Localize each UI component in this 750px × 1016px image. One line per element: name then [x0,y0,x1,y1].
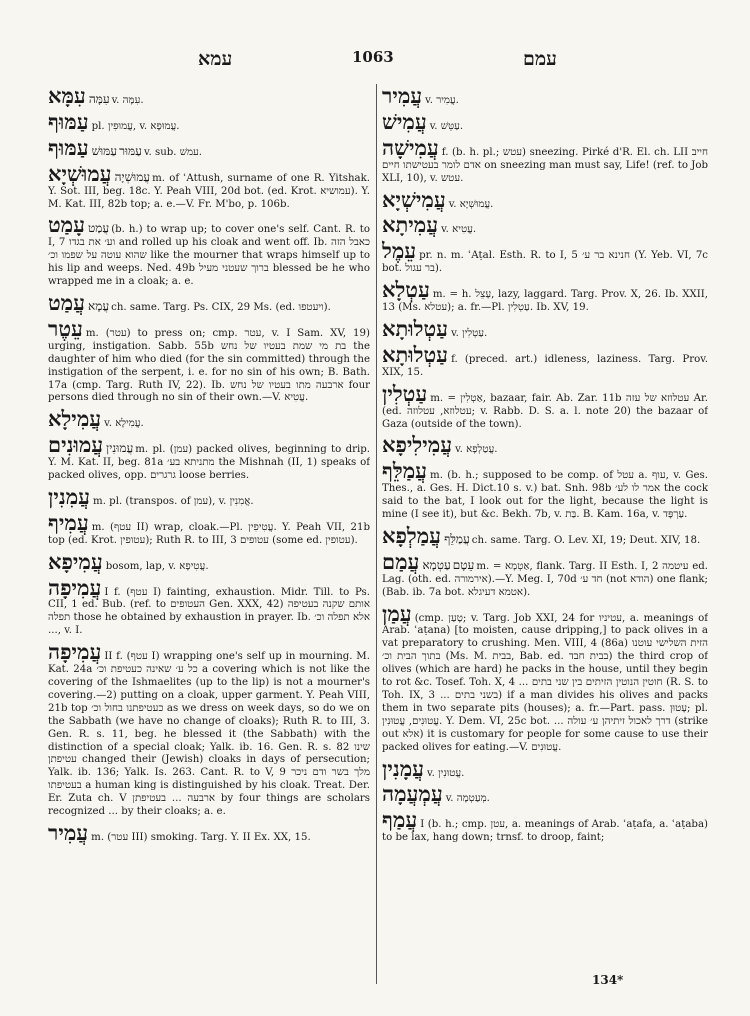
entry-definition: I (b. h.; cmp. עטן, a. meanings of Arab. ʿaṭafa, a. ʿaṭaba) to be lax, hang down; trnsf. to droop, faint; [382,819,708,844]
headword: עֲמַט [48,289,86,315]
headword-variant: עִמָּה [88,92,110,106]
dictionary-entry [382,808,708,845]
dictionary-entry [382,782,708,806]
headword: עֲמִישָׁה [382,134,439,160]
headword: עֲמִנִין [48,483,91,509]
headword: עֲמָנִין [382,755,425,781]
entry-definition: v. עַטֵּשׁ. [429,120,464,132]
headword: עַטְלָא [382,277,430,303]
headword: עֵטֶר [48,315,83,341]
headword: עֲמִיר [382,84,423,108]
entry-definition: I f. (עטף I) fainting, exhaustion. Midr. Till. to Ps. CII, 1 ed. Bub. (ref. to העטופים Gen. XXX, 42) אותם שקנה בעטיפה תפלה those he obtained by exhaustion in prayer. Ib. אלא תפלה וכ׳ ..., v. I. [48,586,370,637]
dictionary-entry [48,213,370,289]
headword: עֲמְעֲמָה [382,781,443,807]
headword: עִמָּא [48,84,86,108]
entry-definition: v. עִמָּה. [111,95,144,106]
entry-definition: v. עֲמוּשְׁיָא. [448,198,494,210]
entry-definition: ch. same. Targ. Ps. CIX, 29 Ms. (ed. ויעטפו). [111,301,331,313]
headword: עַטְלוּתָא [382,341,449,367]
dictionary-entry [48,576,370,639]
dictionary-entry [48,821,370,845]
headword: עֲמִישׁ [382,108,427,134]
dictionary-entry [48,550,370,574]
dictionary-entry [382,459,708,522]
headword-variant: עֲמַט [88,221,110,236]
entry-definition: m. (עטר) to press on; cmp. עטר, v. I Sam. XV, 19) urging, instigation. Sabb. 55b בת מי שמת בעטיו של נחש the daughter of him who died (for the sin committed) through the instigation of the serpent, i. e. for no sin of his own; B. Bath. 17a (cmp. Targ. Ruth IV, 22). Ib. ארבעה מתו בעטיו של נחש four persons died through no sin of their own.—V. עֲטִיא. [48,327,370,404]
column-divider [376,84,377,984]
entry-definition: pr. n. m. ʿAṭal. Esth. R. to I, 5 חנינא בר ע׳ (Y. Yeb. VI, 7c bot. בר עגול). [382,250,708,275]
headword-variant: עֵטָם [452,557,475,572]
entry-definition: f. (b. h. pl.; עטש) sneezing. Pirké d'R. El. ch. LII חייב אדם לומר בעטישתו חיים on sneezing man must say, Life! (ref. to Job XLI, 10), v. עטש. [382,146,708,184]
entry-definition: f. (preced. art.) idleness, laziness. Targ. Prov. XIX, 15. [382,353,708,378]
dictionary-entry [48,84,370,108]
headword: עֵמֶל [382,238,417,264]
headword-variant: עֲמָא [88,298,110,313]
entry-definition: v. עֲטִיא. [441,224,477,236]
dictionary-entry [382,110,708,134]
entry-definition: v. מְעַטְמָה. [445,793,490,805]
headword: עֲמִיף [48,509,89,535]
header-right-guideword: עמם [523,48,557,70]
entry-definition: m. (b. h.; supposed to be comp. of עטל a. עוף, v. Ges. Thes., a. Ges. H. Dict.10 s. v.) bat. Snh. 98b אמר לו לע׳ the cock said to the bat, I look out for the light, because the light is mine (I see it), but &c. Bekh. 7b, v. בַּת. B. Kam. 16a, v. עַרְפָּד. [382,470,708,521]
entry-definition: II f. (עטף I) wrapping one's self up in mourning. M. Kat. 24a כל ע׳ שאינה כעטיפת וכ׳ a covering which is not like the covering of the Ishmaelites (up to the lip) is not a mourner's covering.—2) putting on a cloak, upper garment. Y. Peah VIII, 21b top כעטיפתנו בחול וכ׳ as we dress on week days, so do we on the Sabbath (we have no change of cloaks); Ruth R. to III, 3. Gen. R. s. 11, beg. he blessed it (the Sabbath) with the distinction of a special cloak; Yalk. ib. 16. Gen. R. s. 82 שינו עטיפתן changed their (Jewish) cloaks in days of persecution; Yalk. ib. 136; Yalk. Is. 263. Cant. R. to V, 9 מלך בשר ודם ניכר בעטיפתו a human king is distinguished by his cloak. Treat. Der. Er. Zuta ch. V ארבעה ... בעטיפתן by four things are scholars recognized ... by their cloaks; a. e. [48,651,370,818]
headword-variant: עֲמוּנִין [106,441,134,456]
headword: עֲמִיפָה [48,574,102,600]
headword-variant: עֲמוּשְׁיָה [114,169,151,184]
headword: עָמַט [48,212,86,238]
headword: עֲמַם [382,548,420,574]
dictionary-entry [48,511,370,548]
dictionary-entry [382,213,708,237]
dictionary-entry [48,162,370,212]
headword-variant: עַטְמָא [422,557,451,572]
headword: עֲמַלְפָא [382,522,442,548]
page-number: 1063 [352,48,394,66]
headword-variant: עֲמַלֵּף [444,531,470,546]
entry-definition: v. עֲטַלְפָא. [455,444,498,456]
headword: עֲמִיתָא [382,212,439,238]
dictionary-entry [382,239,708,276]
entry-definition: m. pl. (transpos. of עמן), v. אֲמִנִין. [93,495,254,507]
headword-variant: עַמּוּר [119,143,142,158]
dictionary-entry [48,407,370,431]
dictionary-entry [382,317,708,341]
headword: עֲמִישְׁיָא [382,186,446,212]
headword: עַמּוּף [48,108,89,134]
entry-definition: (cmp. טָעַן; v. Targ. Job XXI, 24 for עטיניו, a. meanings of Arab. ʿaṭana) [to moisten, cause dripping,] to pack olives in a vat preparatory to crushing. Men. VIII, 4 (86a) הזית השלישי עוטנו בתוך הבית וכ׳ (Ms. M. בבית, Bab. ed. בבית חבד) the third crop of olives (which are hard) he packs in the house, until they begin to rot &c. Tosef. Toh. X, 4 ... חוטין הנוטין הזיתים בין שני בתים (R. S. to Toh. IX, 3 ... בשני בתים) if a man divides his olives and packs them in two separate pits (houses); a. fr.—Part. pass. עָטוּן; pl. עֲטוּנִים, עֲטוּנִין. Y. Dem. VI, 25c bot. ... דרך לאכול זיתיהן ע׳ עולה (strike out אלא) it is customary for people for some cause to use their packed olives for eating.—V. עֲטוּנִים. [382,612,708,753]
headword: עֲמִיפָא [48,548,103,574]
headword: עֲמִיר [48,819,89,845]
headword: עַמּוּף [48,134,89,160]
dictionary-entry [48,110,370,134]
dictionary-entry [382,188,708,212]
dictionary-entry [382,757,708,781]
entry-definition: pl. עֲמוּפִין, v. עֲמוּפָא. [91,120,180,132]
dictionary-entry [382,343,708,380]
headword: עֲמִילִיפָא [382,432,453,458]
dictionary-entry [382,136,708,186]
entry-definition: m. (עטף II) wrap, cloak.—Pl. עֲטִיפִין. Y. Peah VII, 21b top (ed. Krot. עטופין); Ruth R. to III, 3 עטופים (some ed. עטופין). [48,521,370,546]
signature-mark: 134* [592,973,624,987]
dictionary-entry [382,524,708,548]
entry-definition: m. = אַטְמָא, flank. Targ. II Esth. I, 2 עיטמה ed. Lag. (oth. ed. אירמורה).—Y. Meg. I, 70d חד ע׳ (not הודא) one flank; (Bab. ib. 7a bot. אטמא דעיגלא). [382,560,708,598]
dictionary-entry [382,382,708,432]
entry-definition: v. sub. עמשׁ. [143,146,203,158]
dictionary-entry [382,278,708,315]
dictionary-entry [48,433,370,483]
dictionary-entry [48,485,370,509]
entry-definition: m. = h. עָצֵל, lazy, laggard. Targ. Prov. X, 26. Ib. XXII, 13 (Ms. עטלא); a. fr.—Pl. עַטְלִין. Ib. XV, 19. [382,289,708,314]
headword: עֲמוּנִים [48,432,104,458]
headword: עֲמִיפָה [48,639,102,665]
headword: עַטְלִין [382,380,428,406]
header-left-guideword: עמא [198,48,233,70]
entry-definition: v. עֲמִיר. [425,95,459,106]
dictionary-entry [382,550,708,600]
dictionary-entry [48,640,370,819]
dictionary-entry [382,602,708,755]
entry-definition: m. pl. (עמן) packed olives, beginning to drip. Y. M. Kat. II, beg. 81a מתניתא בע׳ the Mishnah (II, 1) speaks of packed olives, opp. גרגרים loose berries. [48,444,370,482]
headword: עֲמִילָא [48,406,102,432]
entry-definition: bosom, lap, v. עֲטִיפָא. [105,560,209,572]
entry-definition: ch. same. Targ. O. Lev. XI, 19; Deut. XIV, 18. [471,534,701,546]
headword: עֲמוּשְׁיָא [48,160,112,186]
entry-definition: v. עַטְלִין. [451,327,488,339]
entry-definition: v. עֲטוּנִין. [427,767,465,779]
left-column [48,84,370,989]
dictionary-entry [48,136,370,160]
entry-definition: m. of ʿAttush, surname of one R. Yitshak. Y. Sot. III, beg. 18c. Y. Peah VIII, 20d bot. (ed. Krot. עמושיא). Y. M. Kat. III, 82b top; a. e.—V. Fr. M'bo, p. 106b. [48,172,370,210]
headword: עֲמַן [382,600,412,626]
entry-definition: (b. h.) to wrap up; to cover one's self. Cant. R. to I, 7 וע׳ את בגדו and rolled up his cloak and went off. Ib. כאבל הזה שהוא עוטה על שפמו וכ׳ like the mourner that wraps himself up to his lip and weeps. Ned. 49b ברוך שעטני מעיל blessed be he who wrapped me in a cloak; a. e. [48,224,370,288]
dictionary-entry [382,433,708,457]
right-column [382,84,708,989]
entry-definition: m. (עטר III) smoking. Targ. Y. II Ex. XX, 15. [91,831,311,843]
entry-definition: v. עֲמִילָא. [104,418,144,430]
headword: עַטְלוּתָא [382,315,449,341]
dictionary-entry [48,291,370,315]
headword-variant: עַמּוּשׁ [91,143,118,158]
dictionary-entry [382,84,708,108]
headword: עֲמַף [382,807,418,833]
entry-definition: m. = אַטְלִין, bazaar, fair. Ab. Zar. 11b עטלוזא של עזה Ar. (ed. עטלוזא, עטלוזה; v. Rabb. D. S. a. l. note 20) the bazaar of Gaza (outside of the town). [382,392,708,430]
running-header [0,48,750,74]
headword: עֲמַלֵּף [382,458,428,484]
dictionary-entry [48,317,370,405]
